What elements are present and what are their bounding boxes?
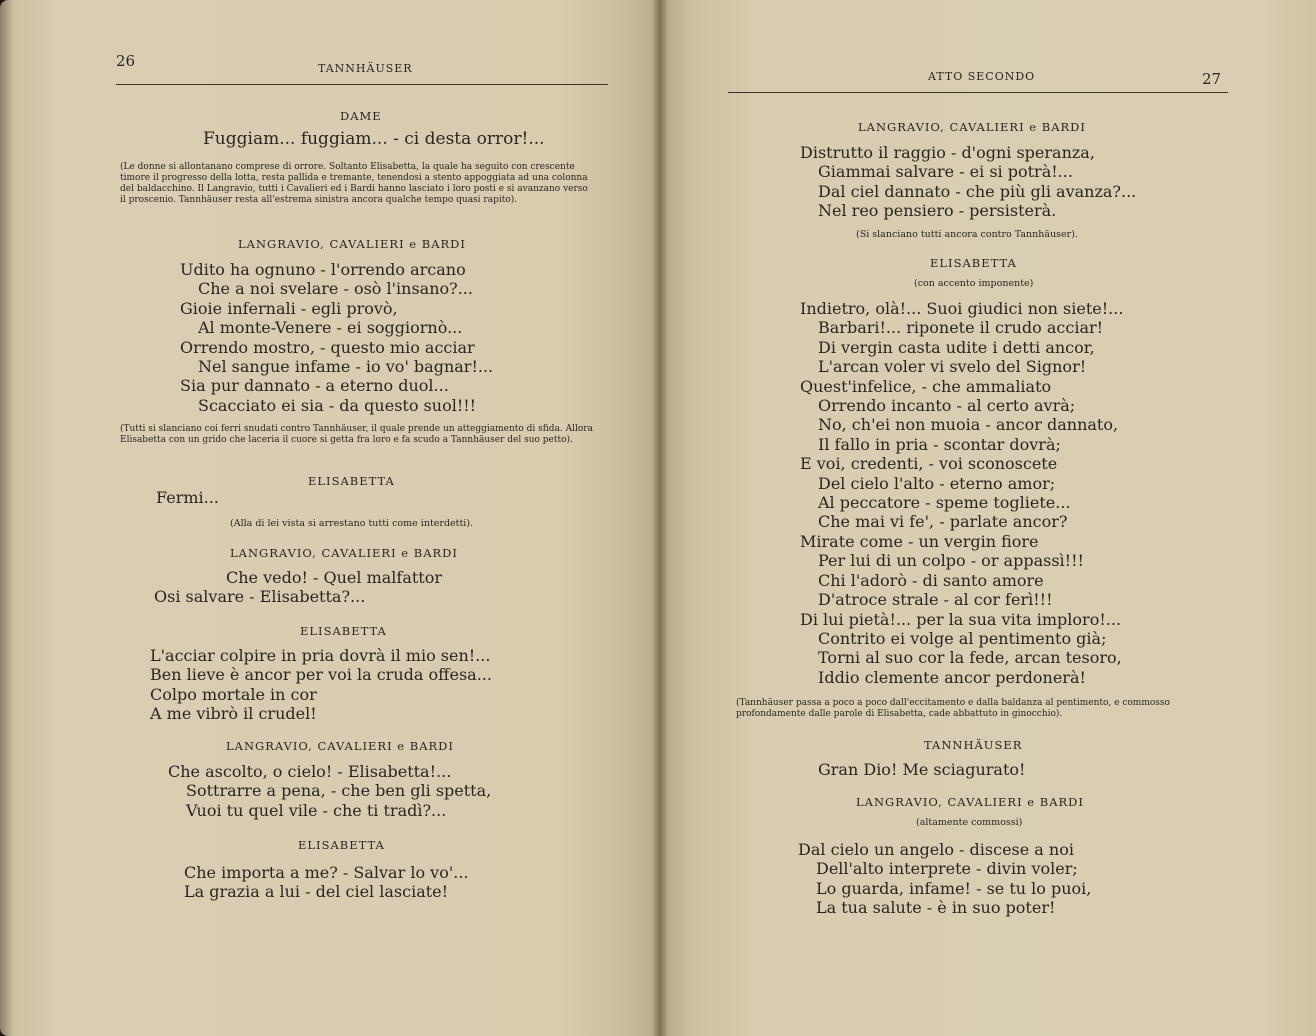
stage-direction: (Si slanciano tutti ancora contro Tannhäuser).: [856, 229, 1078, 240]
speaker-label: LANGRAVIO, CAVALIERI e BARDI: [856, 795, 1084, 809]
speaker-label: ELISABETTA: [300, 624, 387, 638]
verse-line: Sottrarre a pena, - che ben gli spetta,: [186, 781, 492, 801]
verse-line: Colpo mortale in cor: [150, 684, 317, 704]
verse-line: Fuggiam... fuggiam... - ci desta orror!...: [203, 129, 545, 149]
verse-stanza: [168, 762, 491, 820]
verse-line: No, ch'ei non muoia - ancor dannato,: [818, 415, 1119, 435]
stage-direction: (Alla di lei vista si arrestano tutti come interdetti).: [230, 518, 474, 529]
verse-line: Che importa a me? - Salvar lo vo'...: [184, 863, 469, 882]
verse-line: Mirate come - un vergin fiore: [800, 531, 1039, 551]
stage-direction: (con accento imponente): [914, 278, 1034, 289]
verse-line: Vuoi tu quel vile - che ti tradì?...: [186, 800, 447, 820]
verse-line: Sia pur dannato - a eterno duol...: [180, 376, 449, 396]
header-rule: [728, 92, 1228, 93]
speaker-label: ELISABETTA: [930, 256, 1017, 270]
stage-direction: (Tannhäuser passa a poco a poco dall'eccitamento e dalla baldanza al pentimento, e commosso profondamente dalle parole di Elisabetta, cade abbattuto in ginocchio).: [736, 698, 1170, 719]
verse-stanza: [180, 260, 493, 415]
verse-stanza: [800, 299, 1123, 687]
verse-stanza: [800, 143, 1136, 221]
speaker-label: LANGRAVIO, CAVALIERI e BARDI: [238, 237, 466, 251]
verse-line: Dell'alto interprete - divin voler;: [816, 859, 1078, 879]
verse-line: Scacciato ei sia - da questo suol!!!: [198, 395, 477, 415]
verse-line: Che a noi svelare - osò l'insano?...: [198, 279, 473, 299]
right-page: [660, 0, 1316, 1036]
page-number: 26: [116, 52, 136, 70]
verse-line: E voi, credenti, - voi sconoscete: [800, 454, 1058, 474]
verse-line: Lo guarda, infame! - se tu lo puoi,: [816, 878, 1092, 898]
verse-line: Di vergin casta udite i detti ancor,: [818, 337, 1095, 357]
verse-line: Gioie infernali - egli provò,: [180, 298, 398, 318]
verse-line: Che mai vi fe', - parlate ancor?: [818, 512, 1068, 532]
verse-line: Del cielo l'alto - eterno amor;: [818, 473, 1056, 493]
stage-direction: (Tutti si slanciano coi ferri snudati contro Tannhäuser, il quale prende un atteggiamento di sfida. Allora Elisabetta con un grido che laceria il cuore si getta fra loro e fa scudo a Tannhäuser del suo petto).: [120, 424, 593, 445]
page-number: 27: [1202, 70, 1222, 88]
header-rule: [116, 84, 608, 85]
verse-line: Distrutto il raggio - d'ogni speranza,: [800, 143, 1095, 162]
verse-line: Giammai salvare - ei si potrà!...: [818, 162, 1073, 182]
verse-line: Chi l'adorò - di santo amore: [818, 570, 1044, 590]
verse-line: Orrendo incanto - al certo avrà;: [818, 396, 1076, 416]
verse-line: Di lui pietà!... per la sua vita imploro!...: [800, 609, 1122, 629]
verse-line: Contrito ei volge al pentimento già;: [818, 628, 1107, 648]
speaker-label: DAME: [340, 109, 382, 123]
verse-line: Che ascolto, o cielo! - Elisabetta!...: [168, 762, 452, 781]
verse-stanza: [150, 646, 492, 724]
verse-line: D'atroce strale - al cor ferì!!!: [818, 590, 1053, 610]
stage-direction: (Le donne si allontanano comprese di orrore. Soltanto Elisabetta, la quale ha seguito con crescente timore il progresso della lotta, resta pallida e tremante, tenendosi a stento appoggiata ad una colonna del baldacchino. Il Langravio, tutti i Cavalieri ed i Bardi hanno lasciato i loro posti e si avanzano verso il proscenio. Tannhäuser resta all'estrema sinistra ancora qualche tempo quasi rapito).: [120, 162, 588, 205]
verse-line: Iddio clemente ancor perdonerà!: [818, 667, 1086, 687]
running-head: TANNHÄUSER: [318, 62, 413, 75]
verse-line: Quest'infelice, - che ammaliato: [800, 376, 1052, 396]
verse-line: Udito ha ognuno - l'orrendo arcano: [180, 260, 466, 279]
verse-line: Dal cielo un angelo - discese a noi: [798, 840, 1074, 859]
verse-line: A me vibrò il crudel!: [150, 704, 317, 724]
verse-line: Per lui di un colpo - or appassì!!!: [818, 551, 1084, 571]
running-head: ATTO SECONDO: [928, 70, 1036, 83]
verse-line: Ben lieve è ancor per voi la cruda offesa...: [150, 665, 492, 685]
verse-stanza: [154, 568, 442, 607]
stage-direction: (altamente commossi): [916, 817, 1023, 828]
verse-line: La tua salute - è in suo poter!: [816, 898, 1056, 918]
speaker-label: ELISABETTA: [308, 474, 395, 488]
verse-line: Torni al suo cor la fede, arcan tesoro,: [818, 648, 1122, 668]
verse-line: Gran Dio! Me sciagurato!: [818, 760, 1026, 779]
speaker-label: LANGRAVIO, CAVALIERI e BARDI: [226, 739, 454, 753]
verse-line: Il fallo in pria - scontar dovrà;: [818, 434, 1061, 454]
verse-line: L'acciar colpire in pria dovrà il mio sen!...: [150, 646, 491, 665]
verse-line: Nel sangue infame - io vo' bagnar!...: [198, 357, 494, 377]
speaker-label: ELISABETTA: [298, 838, 385, 852]
speaker-label: TANNHÄUSER: [924, 738, 1023, 752]
verse-stanza: [184, 863, 468, 902]
book-gutter: [652, 0, 668, 1036]
verse-line: La grazia a lui - del ciel lasciate!: [184, 882, 449, 902]
verse-line: Orrendo mostro, - questo mio acciar: [180, 337, 475, 357]
verse-line: L'arcan voler vi svelo del Signor!: [818, 357, 1087, 377]
verse-line: Che vedo! - Quel malfattor: [226, 568, 443, 587]
speaker-label: LANGRAVIO, CAVALIERI e BARDI: [230, 546, 458, 560]
verse-line: Al monte-Venere - ei soggiornò...: [198, 318, 463, 338]
verse-line: Dal ciel dannato - che più gli avanza?...: [818, 181, 1137, 201]
verse-line: Al peccatore - speme togliete...: [818, 493, 1071, 513]
verse-stanza: [798, 840, 1091, 918]
verse-line: Nel reo pensiero - persisterà.: [818, 201, 1057, 221]
verse-line: Osi salvare - Elisabetta?...: [154, 587, 366, 607]
speaker-label: LANGRAVIO, CAVALIERI e BARDI: [858, 120, 1086, 134]
verse-line: Barbari!... riponete il crudo acciar!: [818, 318, 1104, 338]
verse-line: Fermi...: [156, 488, 219, 507]
verse-line: Indietro, olà!... Suoi giudici non siete!...: [800, 299, 1124, 318]
